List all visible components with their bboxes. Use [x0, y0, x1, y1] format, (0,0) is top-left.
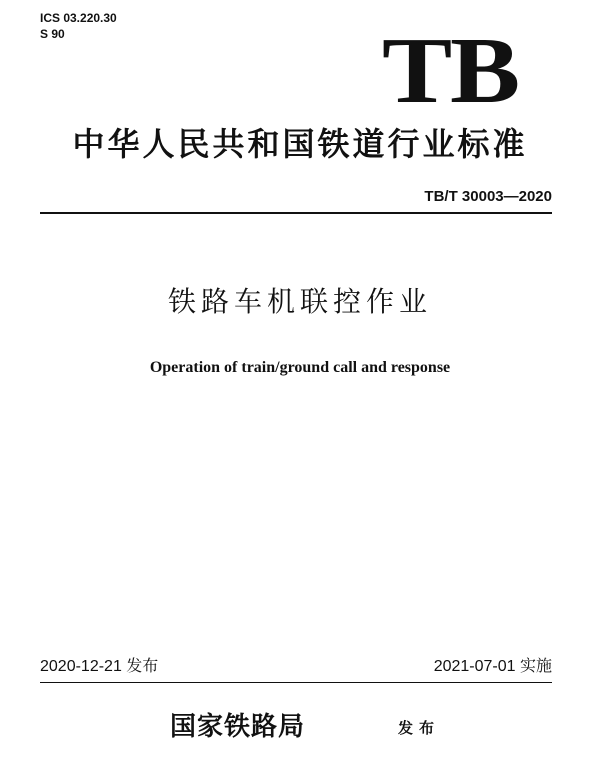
- standard-number: TB/T 30003—2020: [424, 188, 552, 205]
- standard-category-title: 中华人民共和国铁道行业标准: [72, 125, 528, 163]
- document-title-en: Operation of train/ground call and response: [149, 359, 451, 376]
- document-title-zh: 铁路车机联控作业: [167, 285, 432, 318]
- publish-label: 发布: [398, 719, 441, 737]
- issue-date: 2020-12-21 发布: [40, 658, 159, 675]
- tb-logo: TB: [382, 19, 518, 123]
- ics-code: ICS 03.220.30: [40, 11, 117, 25]
- classification-code: S 90: [40, 27, 65, 41]
- bottom-divider: [40, 682, 552, 683]
- implementation-date: 2021-07-01 实施: [433, 658, 552, 675]
- issuing-authority: 国家铁路局: [170, 712, 306, 742]
- top-divider: [40, 212, 552, 214]
